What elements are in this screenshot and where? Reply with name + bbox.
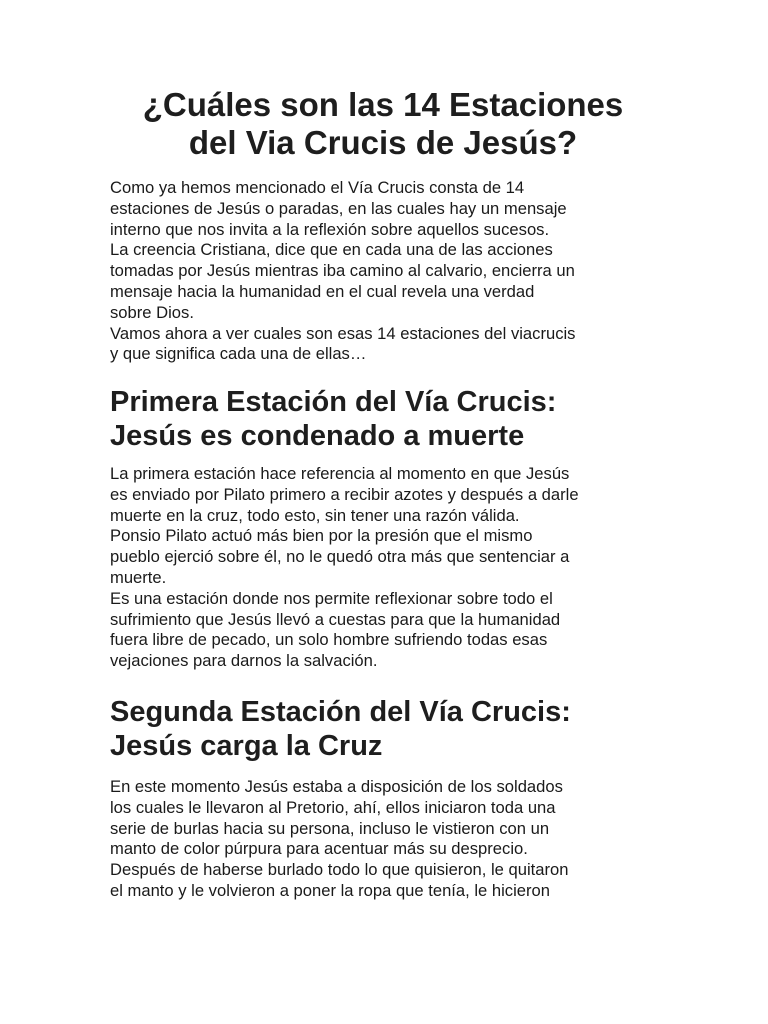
text-line: muerte en la cruz, todo esto, sin tener una razón válida. xyxy=(110,505,520,525)
text-line: interno que nos invita a la reflexión sobre aquellos sucesos. xyxy=(110,219,550,239)
text-line: tomadas por Jesús mientras iba camino al calvario, encierra un xyxy=(110,261,575,281)
text-line: el manto y le volvieron a poner la ropa que tenía, le hicieron xyxy=(110,880,551,900)
text-line: En este momento Jesús estaba a disposición de los soldados xyxy=(110,777,563,796)
intro-paragraph xyxy=(110,178,670,365)
heading-line: Segunda Estación del Vía Crucis: xyxy=(110,696,571,728)
page-title xyxy=(80,86,686,162)
title-line: del Via Crucis de Jesús? xyxy=(188,124,578,161)
text-line: pueblo ejerció sobre él, no le quedó otra más que sentenciar a xyxy=(110,547,570,567)
text-line: La creencia Cristiana, dice que en cada una de las acciones xyxy=(110,240,553,260)
heading-line: Jesús es condenado a muerte xyxy=(110,420,525,452)
text-line: y que significa cada una de ellas… xyxy=(110,344,367,364)
text-line: Es una estación donde nos permite reflexionar sobre todo el xyxy=(110,588,553,608)
text-line: fuera libre de pecado, un solo hombre sufriendo todas esas xyxy=(110,630,548,650)
heading-line: Jesús carga la Cruz xyxy=(110,730,383,762)
text-line: manto de color púrpura para acentuar más su desprecio. xyxy=(110,839,528,859)
text-line: muerte. xyxy=(110,567,167,587)
text-line: Como ya hemos mencionado el Vía Crucis consta de 14 xyxy=(110,178,525,197)
text-line: Vamos ahora a ver cuales son esas 14 estaciones del viacrucis xyxy=(110,323,576,343)
text-line: serie de burlas hacia su persona, incluso le vistieron con un xyxy=(110,818,550,838)
text-line: La primera estación hace referencia al momento en que Jesús xyxy=(110,464,570,483)
text-line: es enviado por Pilato primero a recibir azotes y después a darle xyxy=(110,484,579,504)
text-line: sufrimiento que Jesús llevó a cuestas para que la humanidad xyxy=(110,609,561,629)
section-body-primera xyxy=(110,464,670,672)
heading-line: Primera Estación del Vía Crucis: xyxy=(110,386,557,418)
text-line: Ponsio Pilato actuó más bien por la presión que el mismo xyxy=(110,526,533,546)
title-line: ¿Cuáles son las 14 Estaciones xyxy=(142,86,624,123)
section-heading-primera xyxy=(110,385,710,453)
text-line: mensaje hacia la humanidad en el cual revela una verdad xyxy=(110,281,535,301)
text-line: Después de haberse burlado todo lo que quisieron, le quitaron xyxy=(110,860,569,880)
text-line: los cuales le llevaron al Pretorio, ahí, ellos iniciaron toda una xyxy=(110,797,556,817)
text-line: vejaciones para darnos la salvación. xyxy=(110,651,378,671)
section-heading-segunda xyxy=(110,695,710,763)
text-line: sobre Dios. xyxy=(110,302,194,322)
text-line: estaciones de Jesús o paradas, en las cuales hay un mensaje xyxy=(110,198,567,218)
section-body-segunda xyxy=(110,777,670,902)
